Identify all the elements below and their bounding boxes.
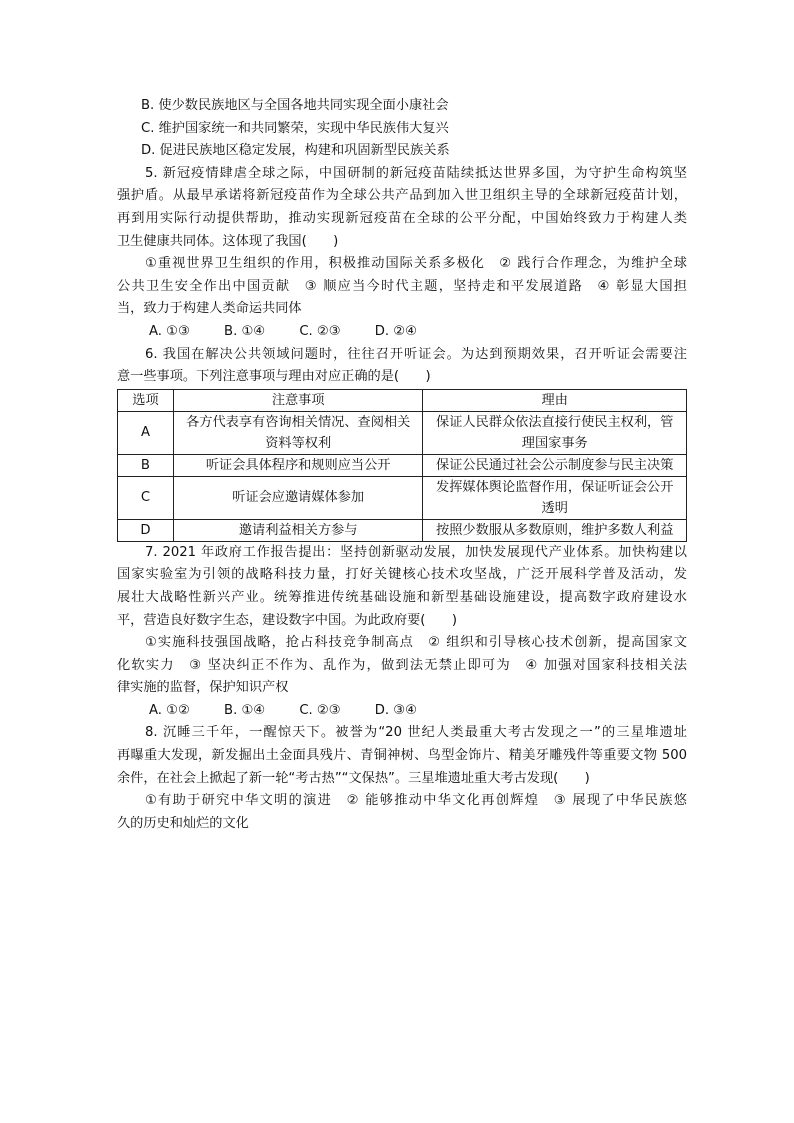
q7-stem-line: 国家实验室为引领的战略科技力量，打好关键核心技术攻坚战，广泛开展科学普及活动，发 — [117, 567, 687, 583]
q7-item-line: 化软实力 ③ 坚决纠正不作为、乱作为，做到法无禁止即可为 ④ 加强对国家科技相关法 — [117, 657, 687, 673]
cell-text: 听证会应邀请媒体参加 — [232, 490, 365, 506]
q6-stem-line: 6. 我国在解决公共领域问题时，往往召开听证会。为达到预期效果，召开听证会需要注 — [145, 346, 687, 362]
q7-choice-c: C. ②③ — [299, 702, 341, 718]
cell-option: B — [118, 454, 174, 476]
q7-choice-d: D. ③④ — [374, 702, 417, 718]
q7-choice-a: A. ①② — [149, 702, 190, 718]
q4-option-b: B. 使少数民族地区与全国各地共同实现全面小康社会 — [141, 98, 449, 113]
cell-text: 发挥媒体舆论监督作用，保证听证会公开 — [436, 479, 674, 495]
cell-reason — [423, 411, 687, 454]
q7-choice-b: B. ①④ — [224, 702, 266, 718]
q5-stem-line: 再到用实际行动提供帮助，推动实现新冠疫苗在全球的公平分配，中国始终致力于构建人类 — [117, 210, 687, 226]
cell-reason — [423, 454, 687, 476]
cell-matter — [173, 411, 423, 454]
question-5 — [117, 163, 687, 344]
question-6 — [117, 344, 687, 542]
cell-reason — [423, 476, 687, 519]
exam-content — [117, 95, 687, 835]
cell-reason — [423, 519, 687, 541]
q4-option-d: D. 促进民族地区稳定发展，构建和巩固新型民族关系 — [141, 143, 450, 159]
q7-stem-line: 展壮大战略性新兴产业。统筹推进传统基础设施和新型基础设施建设，提高数字政府建设水 — [117, 589, 687, 605]
cell-matter — [173, 519, 423, 541]
cell-text: 保证公民通过社会公示制度参与民主决策 — [436, 457, 674, 473]
q7-item-line: 律实施的监督，保护知识产权 — [117, 680, 289, 696]
header-reason: 理由 — [423, 389, 687, 411]
q5-choice-b: B. ①④ — [224, 323, 266, 339]
cell-text: 资料等权利 — [265, 435, 332, 451]
cell-text: 透明 — [541, 500, 568, 516]
q8-stem-line: 余件，在社会上掀起了新一轮“考古热”“文保热”。三星堆遗址重大考古发现( ) — [117, 770, 590, 786]
cell-text: 邀请利益相关方参与 — [238, 522, 358, 538]
question-7 — [117, 542, 687, 723]
q5-stem-line: 强护盾。从最早承诺将新冠疫苗作为全球公共产品到加入世卫组织主导的全球新冠疫苗计划， — [117, 188, 687, 204]
cell-text: 各方代表享有咨询相关情况、查阅相关 — [186, 414, 411, 430]
q8-stem-line: 8. 沉睡三千年，一醒惊天下。被誉为“20 世纪人类最重大考古发现之一”的三星堆遗址 — [145, 725, 687, 741]
cell-text: 按照少数服从多数原则，维护多数人利益 — [436, 522, 674, 538]
q5-choice-a: A. ①③ — [149, 323, 190, 339]
q8-stem-line: 再曝重大发现，新发掘出土金面具残片、青铜神树、鸟型金饰片、精美牙雕残件等重要文物 500 — [117, 748, 687, 764]
q6-stem-line: 意一些事项。下列注意事项与理由对应正确的是( ) — [117, 369, 431, 385]
cell-option: C — [118, 476, 174, 519]
q5-item-line: 当，致力于构建人类命运共同体 — [117, 301, 302, 317]
table-row — [118, 476, 687, 519]
table-header-row — [118, 389, 687, 411]
question-8 — [117, 722, 687, 835]
q7-choices — [117, 700, 687, 723]
q7-stem-line: 平，营造良好数字生态，建设数字中国。为此政府要( ) — [117, 612, 457, 628]
q5-stem-line: 卫生健康共同体。这体现了我国( ) — [117, 233, 339, 249]
q5-stem-line: 5. 新冠疫情肆虐全球之际，中国研制的新冠疫苗陆续抵达世界多国，为守护生命构筑坚 — [145, 165, 687, 181]
q6-table — [117, 389, 687, 542]
table-row — [118, 454, 687, 476]
cell-text: 保证人民群众依法直接行使民主权利，管 — [436, 414, 674, 430]
q5-choices — [117, 321, 687, 344]
q4-option-c: C. 维护国家统一和共同繁荣，实现中华民族伟大复兴 — [141, 120, 449, 136]
q5-choice-d: D. ②④ — [374, 323, 417, 339]
cell-option: A — [118, 411, 174, 454]
q7-stem-line: 7. 2021 年政府工作报告提出：坚持创新驱动发展，加快发展现代产业体系。加快构建以 — [145, 544, 687, 560]
q5-item-line: ①重视世界卫生组织的作用，积极推动国际关系多极化 ② 践行合作理念，为维护全球 — [145, 256, 687, 272]
cell-matter — [173, 476, 423, 519]
cell-matter — [173, 454, 423, 476]
table-row — [118, 411, 687, 454]
q8-item-line: 久的历史和灿烂的文化 — [117, 815, 249, 831]
header-option: 选项 — [118, 389, 174, 411]
cell-text: 听证会具体程序和规则应当公开 — [205, 457, 391, 473]
header-matter: 注意事项 — [173, 389, 423, 411]
cell-text: 理国家事务 — [521, 435, 588, 451]
q5-choice-c: C. ②③ — [299, 323, 341, 339]
q5-item-line: 公共卫生安全作出中国贡献 ③ 顺应当今时代主题，坚持走和平发展道路 ④ 彰显大国担 — [117, 278, 687, 294]
q8-item-line: ①有助于研究中华文明的演进 ② 能够推动中华文化再创辉煌 ③ 展现了中华民族悠 — [145, 793, 687, 809]
table-row — [118, 519, 687, 541]
cell-option: D — [118, 519, 174, 541]
q7-item-line: ①实施科技强国战略，抢占科技竞争制高点 ② 组织和引导核心技术创新，提高国家文 — [145, 635, 687, 651]
